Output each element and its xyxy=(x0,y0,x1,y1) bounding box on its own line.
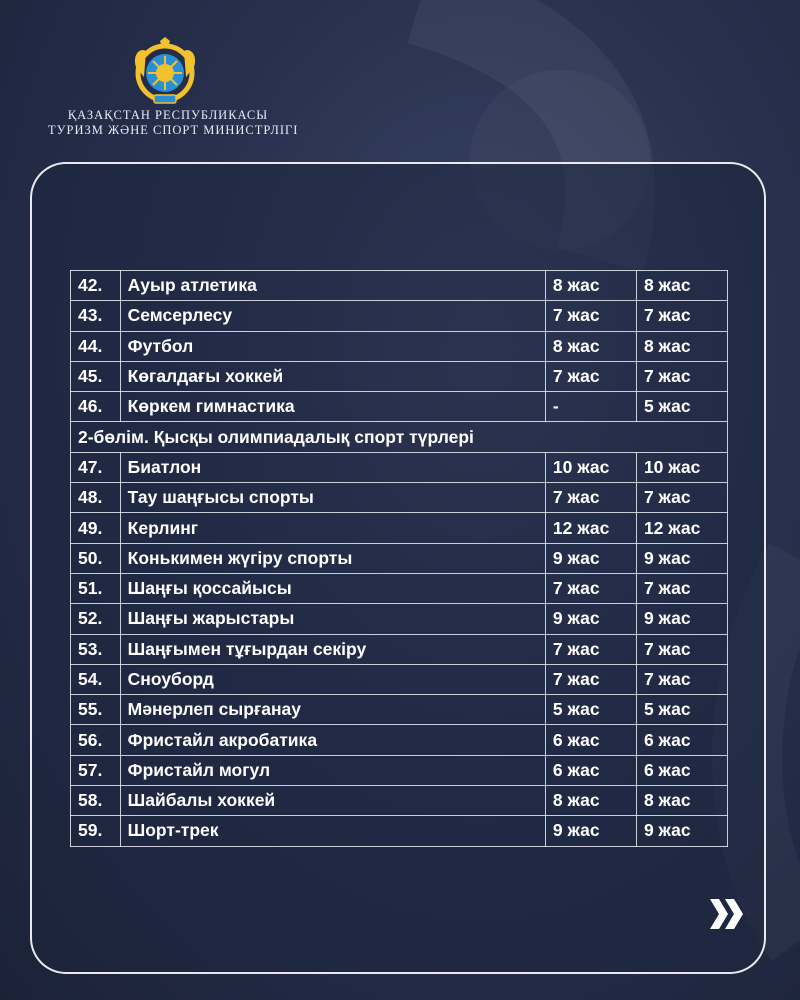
age-cell-1: 9 жас xyxy=(545,816,636,846)
sport-name: Фристайл акробатика xyxy=(120,725,545,755)
age-cell-1: 9 жас xyxy=(545,604,636,634)
age-cell-2: 7 жас xyxy=(636,634,727,664)
age-cell-1: 7 жас xyxy=(545,634,636,664)
age-cell-1: 8 жас xyxy=(545,331,636,361)
sport-name: Конькимен жүгіру спорты xyxy=(120,543,545,573)
age-cell-1: - xyxy=(545,392,636,422)
age-cell-2: 7 жас xyxy=(636,361,727,391)
sport-name: Шорт-трек xyxy=(120,816,545,846)
sport-name: Шайбалы хоккей xyxy=(120,786,545,816)
ministry-line-1: ҚАЗАҚСТАН РЕСПУБЛИКАСЫ xyxy=(67,108,269,122)
table-row xyxy=(71,513,728,543)
age-cell-1: 7 жас xyxy=(545,361,636,391)
row-number: 54. xyxy=(71,664,121,694)
table-row xyxy=(71,573,728,603)
age-cell-2: 8 жас xyxy=(636,271,727,301)
sport-name: Ауыр атлетика xyxy=(120,271,545,301)
table-row xyxy=(71,361,728,391)
section-title: 2-бөлім. Қысқы олимпиадалық спорт түрлері xyxy=(71,422,728,452)
sports-age-table xyxy=(70,270,728,847)
table-row xyxy=(71,604,728,634)
age-cell-2: 6 жас xyxy=(636,725,727,755)
age-cell-2: 10 жас xyxy=(636,452,727,482)
age-cell-1: 9 жас xyxy=(545,543,636,573)
table-row xyxy=(71,755,728,785)
sport-name: Фристайл могул xyxy=(120,755,545,785)
age-cell-2: 7 жас xyxy=(636,664,727,694)
double-chevron-right-icon[interactable] xyxy=(706,896,746,932)
sport-name: Тау шаңғысы спорты xyxy=(120,483,545,513)
age-cell-2: 7 жас xyxy=(636,573,727,603)
age-cell-1: 8 жас xyxy=(545,271,636,301)
table-row xyxy=(71,816,728,846)
age-cell-1: 6 жас xyxy=(545,755,636,785)
row-number: 42. xyxy=(71,271,121,301)
age-cell-2: 7 жас xyxy=(636,301,727,331)
row-number: 44. xyxy=(71,331,121,361)
age-cell-2: 5 жас xyxy=(636,392,727,422)
age-cell-1: 7 жас xyxy=(545,664,636,694)
table-row xyxy=(71,392,728,422)
row-number: 46. xyxy=(71,392,121,422)
age-cell-2: 9 жас xyxy=(636,604,727,634)
row-number: 58. xyxy=(71,786,121,816)
ministry-name xyxy=(48,108,299,138)
table-row xyxy=(71,331,728,361)
age-cell-1: 10 жас xyxy=(545,452,636,482)
row-number: 43. xyxy=(71,301,121,331)
state-emblem-icon xyxy=(130,37,200,107)
table-row xyxy=(71,634,728,664)
table-row xyxy=(71,452,728,482)
age-cell-2: 7 жас xyxy=(636,483,727,513)
age-cell-1: 5 жас xyxy=(545,695,636,725)
age-cell-2: 8 жас xyxy=(636,331,727,361)
row-number: 48. xyxy=(71,483,121,513)
row-number: 57. xyxy=(71,755,121,785)
sport-name: Шаңғымен тұғырдан секіру xyxy=(120,634,545,664)
age-cell-2: 12 жас xyxy=(636,513,727,543)
age-cell-1: 8 жас xyxy=(545,786,636,816)
row-number: 55. xyxy=(71,695,121,725)
age-cell-2: 9 жас xyxy=(636,543,727,573)
age-cell-1: 7 жас xyxy=(545,483,636,513)
table-row xyxy=(71,483,728,513)
table-row xyxy=(71,543,728,573)
row-number: 49. xyxy=(71,513,121,543)
section-header-row xyxy=(71,422,728,452)
row-number: 52. xyxy=(71,604,121,634)
age-cell-1: 6 жас xyxy=(545,725,636,755)
sport-name: Мәнерлеп сырғанау xyxy=(120,695,545,725)
table-row xyxy=(71,301,728,331)
sport-name: Керлинг xyxy=(120,513,545,543)
age-cell-1: 7 жас xyxy=(545,301,636,331)
table-row xyxy=(71,664,728,694)
row-number: 47. xyxy=(71,452,121,482)
row-number: 45. xyxy=(71,361,121,391)
sport-name: Семсерлесу xyxy=(120,301,545,331)
ministry-line-2: ТУРИЗМ ЖӘНЕ СПОРТ МИНИСТРЛІГІ xyxy=(48,123,299,137)
sport-name: Шаңғы жарыстары xyxy=(120,604,545,634)
row-number: 53. xyxy=(71,634,121,664)
age-cell-2: 6 жас xyxy=(636,755,727,785)
age-cell-2: 8 жас xyxy=(636,786,727,816)
age-cell-1: 7 жас xyxy=(545,573,636,603)
table-row xyxy=(71,695,728,725)
table-row xyxy=(71,786,728,816)
age-cell-2: 9 жас xyxy=(636,816,727,846)
sport-name: Көркем гимнастика xyxy=(120,392,545,422)
row-number: 50. xyxy=(71,543,121,573)
age-cell-1: 12 жас xyxy=(545,513,636,543)
sport-name: Футбол xyxy=(120,331,545,361)
sport-name: Көгалдағы хоккей xyxy=(120,361,545,391)
row-number: 59. xyxy=(71,816,121,846)
sport-name: Шаңғы қоссайысы xyxy=(120,573,545,603)
row-number: 51. xyxy=(71,573,121,603)
row-number: 56. xyxy=(71,725,121,755)
age-cell-2: 5 жас xyxy=(636,695,727,725)
sport-name: Сноуборд xyxy=(120,664,545,694)
table-row xyxy=(71,271,728,301)
table-row xyxy=(71,725,728,755)
sport-name: Биатлон xyxy=(120,452,545,482)
